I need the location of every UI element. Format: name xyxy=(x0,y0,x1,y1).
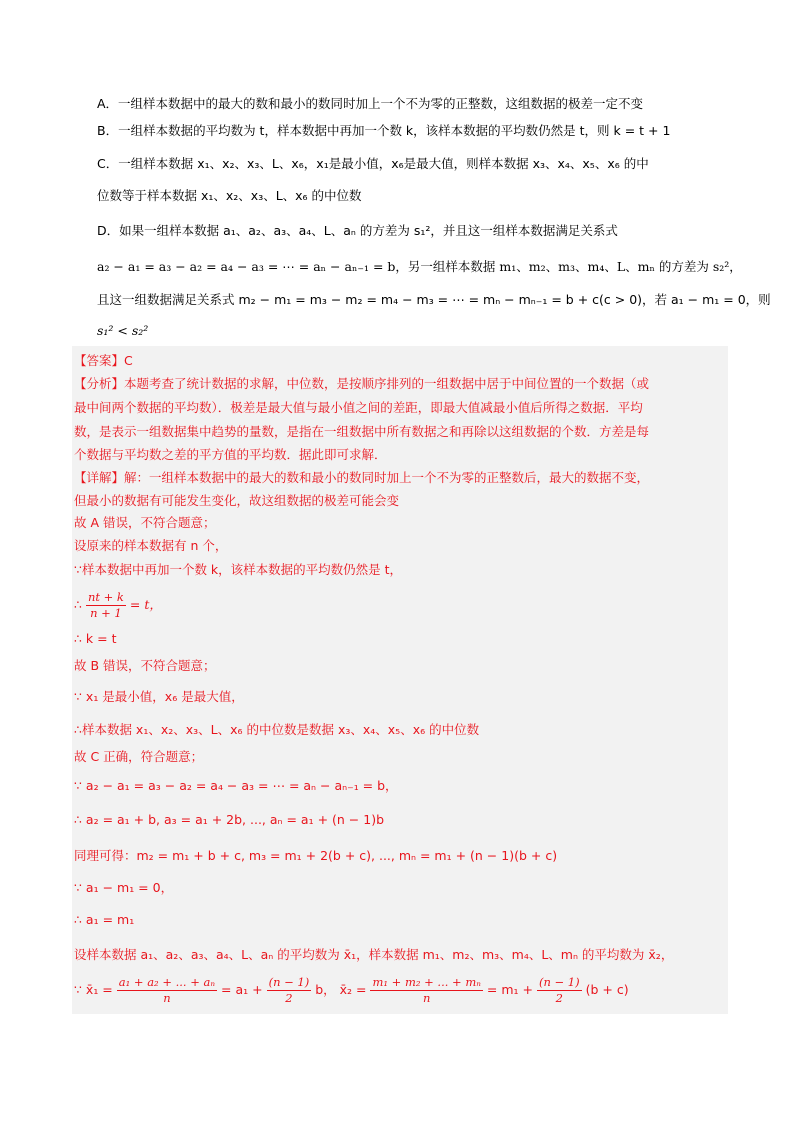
detail-line-3: 故 A 错误，不符合题意； xyxy=(74,515,216,530)
detail-line-18 xyxy=(74,971,629,1009)
detail-6-suffix: = t， xyxy=(129,597,162,612)
mean2-suffix: (b + c) xyxy=(585,982,629,997)
detail-line-16: ∴ a₁ = m₁ xyxy=(74,912,135,927)
detail-line-8: 故 B 错误，不符合题意； xyxy=(74,658,216,673)
fraction-num: a₁ + a₂ + ... + aₙ xyxy=(118,975,216,989)
fraction-den: 2 xyxy=(285,991,293,1005)
mean1-eq: = a₁ + xyxy=(221,982,263,997)
fraction-den: 2 xyxy=(555,991,563,1005)
analysis-line-4: 个数据与平均数之差的平方值的平均数．据此即可求解． xyxy=(74,447,387,462)
analysis-line-3: 数，是表示一组数据集中趋势的量数，是指在一组数据中所有数据之和再除以这组数据的个数．方差是每 xyxy=(74,424,650,439)
detail-line-1: 【详解】解：一组样本数据中的最大的数和最小的数同时加上一个不为零的正整数后，最大的数据不变， xyxy=(74,470,650,485)
detail-line-7: ∴ k = t xyxy=(74,631,117,646)
fraction-half-n2 xyxy=(537,975,582,1006)
fraction-num: (n − 1) xyxy=(538,975,580,989)
mean2-label: b， x̄₂ = xyxy=(315,982,367,997)
fraction-num: nt + k xyxy=(87,590,124,604)
option-b: B．一组样本数据的平均数为 t，样本数据中再加一个数 k，该样本数据的平均数仍然是 t，则 k = t + 1 xyxy=(97,123,671,138)
option-c-line2: 位数等于样本数据 x₁、x₂、x₃、L、x₆ 的中位数 xyxy=(97,188,362,203)
detail-line-11: 故 C 正确，符合题意； xyxy=(74,749,204,764)
fraction-num: m₁ + m₂ + ... + mₙ xyxy=(372,975,481,989)
analysis-line-1: 【分析】本题考查了统计数据的求解，中位数，是按顺序排列的一组数据中居于中间位置的一个数据（或 xyxy=(74,376,650,391)
detail-6-prefix: ∴ xyxy=(74,597,82,612)
mean2-eq: = m₁ + xyxy=(486,982,533,997)
detail-line-9: ∵ x₁ 是最小值，x₆ 是最大值， xyxy=(74,689,244,704)
fraction-mean1 xyxy=(117,975,217,1006)
detail-line-5: ∵样本数据中再加一个数 k，该样本数据的平均数仍然是 t， xyxy=(74,562,403,577)
detail-line-12: ∵ a₂ − a₁ = a₃ − a₂ = a₄ − a₃ = ⋯ = aₙ − aₙ₋₁ = b， xyxy=(74,778,398,793)
option-d-line2: a₂ − a₁ = a₃ − a₂ = a₄ − a₃ = ⋯ = aₙ − aₙ₋₁ = b，另一组样本数据 m₁、m₂、m₃、m₄、L、mₙ 的方差为 s₂²， xyxy=(97,259,742,274)
fraction-half-n1 xyxy=(267,975,312,1006)
answer-line: 【答案】C xyxy=(74,353,133,368)
detail-line-6 xyxy=(74,588,162,622)
option-d-line4: s₁² < s₂² xyxy=(97,323,149,338)
option-c-line1: C．一组样本数据 x₁、x₂、x₃、L、x₆，x₁是最小值，x₆是最大值，则样本数据 x₃、x₄、x₅、x₆ 的中 xyxy=(97,156,649,171)
detail-line-14: 同理可得：m₂ = m₁ + b + c, m₃ = m₁ + 2(b + c), ..., mₙ = m₁ + (n − 1)(b + c) xyxy=(74,848,558,863)
fraction-mean-k xyxy=(86,590,126,621)
option-a: A．一组样本数据中的最大的数和最小的数同时加上一个不为零的正整数，这组数据的极差一定不变 xyxy=(97,96,644,111)
fraction-den: n xyxy=(163,991,171,1005)
option-d-line3: 且这一组数据满足关系式 m₂ − m₁ = m₃ − m₂ = m₄ − m₃ = ⋯ = mₙ − mₙ₋₁ = b + c(c > 0)，若 a₁ − m₁ = 0，则 xyxy=(97,292,771,307)
detail-line-15: ∵ a₁ − m₁ = 0， xyxy=(74,880,174,895)
detail-line-17: 设样本数据 a₁、a₂、a₃、a₄、L、aₙ 的平均数为 x̄₁，样本数据 m₁、m₂、m₃、m₄、L、mₙ 的平均数为 x̄₂， xyxy=(74,947,674,962)
fraction-den: n + 1 xyxy=(90,606,122,620)
fraction-mean2 xyxy=(370,975,482,1006)
fraction-num: (n − 1) xyxy=(268,975,310,989)
detail-line-2: 但最小的数据有可能发生变化，故这组数据的极差可能会变 xyxy=(74,493,400,508)
detail-line-10: ∴样本数据 x₁、x₂、x₃、L、x₆ 的中位数是数据 x₃、x₄、x₅、x₆ 的中位数 xyxy=(74,722,480,737)
mean1-label: ∵ x̄₁ = xyxy=(74,982,113,997)
analysis-line-2: 最中间两个数据的平均数）．极差是最大值与最小值之间的差距，即最大值减最小值后所得之数据．平均 xyxy=(74,400,643,415)
detail-line-4: 设原来的样本数据有 n 个， xyxy=(74,538,228,553)
option-d-line1: D．如果一组样本数据 a₁、a₂、a₃、a₄、L、aₙ 的方差为 s₁²，并且这一组样本数据满足关系式 xyxy=(97,223,618,238)
detail-line-13: ∴ a₂ = a₁ + b, a₃ = a₁ + 2b, ..., aₙ = a₁ + (n − 1)b xyxy=(74,812,385,827)
fraction-den: n xyxy=(422,991,431,1005)
